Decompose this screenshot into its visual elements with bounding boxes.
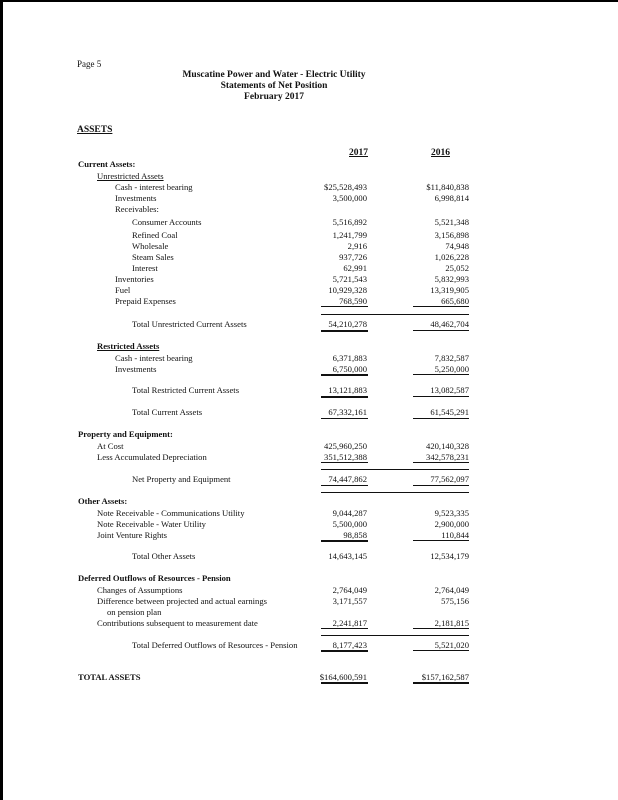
value-2016: 74,948 <box>445 241 469 251</box>
row-label: Note Receivable - Communications Utility <box>97 508 245 518</box>
row-label: Note Receivable - Water Utility <box>97 519 206 529</box>
table-row <box>0 451 618 463</box>
value-2016: $11,840,838 <box>426 182 469 192</box>
row-label: Cash - interest bearing <box>115 182 193 192</box>
row-label: Unrestricted Assets <box>97 171 164 181</box>
row-label: Steam Sales <box>132 252 174 262</box>
value-2017: 54,210,278 <box>328 319 367 329</box>
row-label: Less Accumulated Depreciation <box>97 452 207 462</box>
value-2017: 1,241,799 <box>332 230 367 240</box>
table-row <box>0 617 618 629</box>
row-label: Total Other Assets <box>132 551 196 561</box>
value-2016: 13,319,905 <box>430 285 469 295</box>
value-2016: 2,181,815 <box>434 618 469 628</box>
value-2016: 665,680 <box>441 296 469 306</box>
value-2017: 768,590 <box>339 296 367 306</box>
value-2016: 342,578,231 <box>426 452 469 462</box>
value-2016: 25,052 <box>445 263 469 273</box>
value-2017: 62,991 <box>343 263 367 273</box>
row-label: Total Deferred Outflows of Resources - Pension <box>132 640 298 650</box>
report-title: Muscatine Power and Water - Electric Utility <box>182 70 366 80</box>
value-2017: 98,858 <box>343 530 367 540</box>
table-row <box>0 428 618 440</box>
value-2016: 9,523,335 <box>434 508 469 518</box>
table-row <box>0 216 618 228</box>
row-label: Joint Venture Rights <box>97 530 168 540</box>
value-2017: 3,500,000 <box>332 193 367 203</box>
row-label: Current Assets: <box>78 159 136 169</box>
row-label: Difference between projected and actual earnings <box>97 596 267 606</box>
table-row <box>0 384 618 396</box>
row-label: Receivables: <box>115 204 159 214</box>
value-2017: $164,600,591 <box>319 672 367 682</box>
value-2016: 5,521,348 <box>434 217 469 227</box>
report-subtitle: Statements of Net Position <box>220 81 328 91</box>
value-2017: 2,916 <box>347 241 367 251</box>
row-label: Consumer Accounts <box>132 217 202 227</box>
value-2016: 5,250,000 <box>434 364 469 374</box>
row-label: Investments <box>115 364 157 374</box>
value-2017: 425,960,250 <box>324 441 367 451</box>
row-label: Inventories <box>115 274 154 284</box>
value-2017: 10,929,328 <box>328 285 367 295</box>
row-label: Net Property and Equipment <box>132 474 231 484</box>
value-2017: 8,177,423 <box>332 640 367 650</box>
value-2017: 3,171,557 <box>332 596 367 606</box>
value-2016: 420,140,328 <box>426 441 469 451</box>
value-2016: $157,162,587 <box>421 672 469 682</box>
value-2017: 5,500,000 <box>332 519 367 529</box>
row-label: Deferred Outflows of Resources - Pension <box>78 573 231 583</box>
column-header-2016: 2016 <box>431 148 450 158</box>
value-2016: 13,082,587 <box>430 385 469 395</box>
table-row <box>0 158 618 170</box>
row-label: Prepaid Expenses <box>115 296 176 306</box>
table-row <box>0 495 618 507</box>
value-2017: 937,726 <box>339 252 367 262</box>
table-row <box>0 473 618 485</box>
row-label: Interest <box>132 263 158 273</box>
row-label: Fuel <box>115 285 131 295</box>
value-2017: 14,643,145 <box>328 551 367 561</box>
value-2016: 12,534,179 <box>430 551 469 561</box>
table-row <box>0 639 618 651</box>
value-2016: 5,832,993 <box>434 274 469 284</box>
table-row <box>0 572 618 584</box>
row-label: Total Current Assets <box>132 407 203 417</box>
row-label: Total Restricted Current Assets <box>132 385 240 395</box>
value-2017: 2,764,049 <box>332 585 367 595</box>
value-2017: 74,447,862 <box>328 474 367 484</box>
row-label: Changes of Assumptions <box>97 585 183 595</box>
row-label: Property and Equipment: <box>78 429 173 439</box>
table-row <box>0 318 618 330</box>
table-row <box>0 406 618 418</box>
value-2016: 3,156,898 <box>434 230 469 240</box>
row-label: Wholesale <box>132 241 169 251</box>
table-row <box>0 363 618 375</box>
value-2017: 5,516,892 <box>332 217 367 227</box>
value-2016: 61,545,291 <box>430 407 469 417</box>
row-label: Other Assets: <box>78 496 128 506</box>
page-number: Page 5 <box>77 59 102 69</box>
value-2017: 9,044,287 <box>332 508 367 518</box>
row-label: Refined Coal <box>132 230 178 240</box>
column-header-2017: 2017 <box>349 148 368 158</box>
assets-heading: ASSETS <box>77 125 113 135</box>
table-row <box>0 550 618 562</box>
value-2017: 5,721,543 <box>332 274 367 284</box>
row-label: TOTAL ASSETS <box>78 672 141 682</box>
value-2016: 110,844 <box>441 530 469 540</box>
value-2017: 351,512,388 <box>324 452 367 462</box>
value-2016: 77,562,097 <box>430 474 469 484</box>
row-label: At Cost <box>97 441 124 451</box>
value-2017: 2,241,817 <box>332 618 367 628</box>
value-2017: 6,371,883 <box>332 353 367 363</box>
row-label: on pension plan <box>107 607 162 617</box>
value-2016: 2,764,049 <box>434 585 469 595</box>
value-2017: 13,121,883 <box>328 385 367 395</box>
page-border-top <box>0 0 618 2</box>
value-2016: 5,521,020 <box>434 640 469 650</box>
value-2016: 575,156 <box>441 596 469 606</box>
value-2016: 2,900,000 <box>434 519 469 529</box>
table-row <box>0 295 618 307</box>
table-row <box>0 203 618 215</box>
value-2016: 48,462,704 <box>430 319 469 329</box>
value-2016: 7,832,587 <box>434 353 469 363</box>
value-2017: $25,528,493 <box>324 182 367 192</box>
row-label: Cash - interest bearing <box>115 353 193 363</box>
table-row <box>0 529 618 541</box>
row-label: Restricted Assets <box>97 341 160 351</box>
table-row <box>0 671 618 683</box>
value-2016: 1,026,228 <box>434 252 469 262</box>
row-label: Contributions subsequent to measurement date <box>97 618 258 628</box>
table-row <box>0 340 618 352</box>
report-period: February 2017 <box>244 92 304 102</box>
row-label: Investments <box>115 193 157 203</box>
value-2017: 6,750,000 <box>332 364 367 374</box>
value-2017: 67,332,161 <box>328 407 367 417</box>
row-label: Total Unrestricted Current Assets <box>132 319 247 329</box>
value-2016: 6,998,814 <box>434 193 469 203</box>
